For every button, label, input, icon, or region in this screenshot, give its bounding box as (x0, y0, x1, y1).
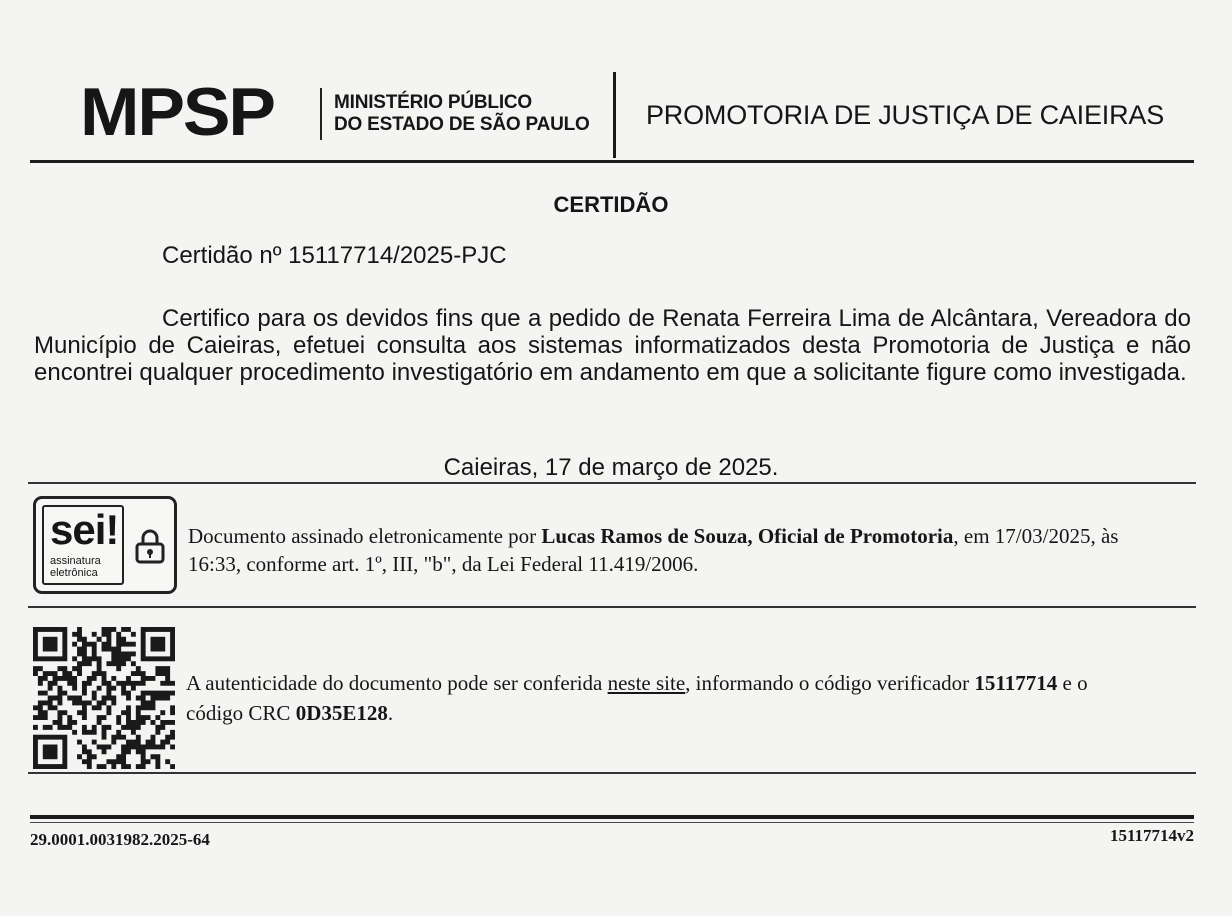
logo-divider (320, 88, 322, 140)
sei-subtitle-line-2: eletrônica (50, 567, 98, 579)
signer-name: Lucas Ramos de Souza, Oficial de Promotoria (541, 524, 954, 548)
verification-site-link[interactable]: neste site (607, 671, 686, 695)
certificate-body: Certifico para os devidos fins que a pedido de Renata Ferreira Lima de Alcântara, Vereadora do Município de Caieiras, efetuei consulta aos sistemas informatizados desta Promotoria de Justiça e não encontrei qualquer procedimento investigatório em andamento em que a solicitante figure como investigada. (34, 305, 1191, 386)
auth-middle: , informando o código verificador (685, 671, 975, 695)
date-line: Caieiras, 17 de março de 2025. (443, 454, 779, 481)
divider-1 (28, 482, 1196, 484)
qr-finder-pattern (35, 737, 64, 766)
divider-2 (28, 606, 1196, 608)
qr-code (33, 627, 175, 769)
sei-subtitle-line-1: assinatura (50, 555, 101, 567)
auth-crc-label: e o código CRC (186, 671, 1088, 725)
verifier-code: 15117714 (974, 671, 1058, 695)
sei-badge-inner (42, 505, 124, 585)
auth-prefix: A autenticidade do documento pode ser conferida (186, 671, 608, 695)
office-name: PROMOTORIA DE JUSTIÇA DE CAIEIRAS (646, 100, 1165, 130)
signature-prefix: Documento assinado eletronicamente por (188, 524, 542, 548)
ministry-line-2: DO ESTADO DE SÃO PAULO (334, 114, 590, 135)
lock-icon (134, 527, 166, 565)
crc-code: 0D35E128 (295, 701, 388, 725)
sei-badge (33, 496, 177, 594)
authenticity-text (186, 668, 1146, 728)
header-rule (30, 160, 1194, 163)
sei-word: sei! (50, 506, 119, 553)
divider-3 (28, 772, 1196, 774)
auth-end: . (387, 701, 394, 725)
qr-finder-pattern (35, 629, 64, 658)
sei-subtitle (50, 555, 101, 579)
process-number: 29.0001.0031982.2025-64 (30, 830, 210, 849)
ministry-line-1: MINISTÉRIO PÚBLICO (334, 92, 533, 113)
header-vertical-divider (613, 72, 616, 158)
document-title: CERTIDÃO (553, 192, 669, 217)
document-version: 15117714v2 (1109, 826, 1194, 845)
ministry-name (334, 92, 590, 136)
footer-rule (30, 815, 1194, 819)
signature-suffix: , em 17/03/2025, às 16:33, conforme art. 1º, III, "b", da Lei Federal 11.419/2006. (188, 524, 1119, 576)
signature-text (188, 522, 1148, 578)
mpsp-logo: MPSP (80, 74, 274, 150)
qr-finder-pattern (143, 629, 172, 658)
certificate-number: Certidão nº 15117714/2025-PJC (162, 242, 507, 269)
footer-rule-thin (30, 822, 1194, 823)
